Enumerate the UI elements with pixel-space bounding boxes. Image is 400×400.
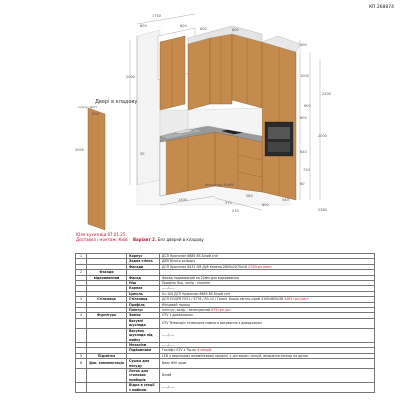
project-code: КП 268874 (368, 5, 394, 10)
spec-cell-sub (127, 328, 160, 342)
spec-text-sub: Механізм (129, 342, 147, 347)
door-material-label: корпус ДСП (78, 105, 97, 109)
spec-cell-sub (127, 368, 160, 382)
dim-720: 720 (303, 168, 310, 172)
variant-label: Варіант 2. (133, 237, 157, 242)
spec-text-num: 4 (79, 313, 83, 318)
spec-text-val: GTV з доводчиком (162, 313, 193, 318)
spec-text-sub: Висувна шухляда під мийку (129, 328, 153, 342)
spec-cell-val (160, 328, 375, 342)
order-note (76, 232, 127, 242)
spec-text-num: 1 (79, 254, 83, 258)
spec-text-sub: Профіль (129, 302, 145, 307)
spec-text-val: H=100 ДСП Кронспан 8685 BS Білий сніг (162, 291, 231, 296)
spec-cell-cat (87, 368, 127, 382)
spec-text-sub: Цоколь (129, 291, 143, 296)
spec-cell-val (160, 318, 375, 328)
spec-row (76, 368, 375, 382)
dim-800-b: 800 (232, 28, 239, 32)
dim-800-c: 800 (262, 203, 269, 207)
spec-text-val: -----/----- (162, 342, 175, 347)
dim-30: 30 (140, 152, 145, 156)
spec-text-cat: Підсвітка (97, 353, 116, 358)
spec-text-val: Nexy 600 хром (162, 361, 187, 366)
spec-cell-cat (87, 383, 127, 393)
spec-text-sub: Лоток для столових приборів (129, 368, 149, 382)
spec-text-val: плінтус, колір - зеленуватий (162, 308, 212, 313)
dim-840: 840 (300, 150, 307, 154)
spec-row (76, 383, 375, 393)
dim-600-b: 600 (180, 24, 187, 28)
spec-text-val: ДВП білого кольору (162, 259, 196, 264)
spec-text-sub: Сушка для посуду (129, 359, 150, 368)
spec-cell-num (76, 383, 87, 393)
spec-cell-val (160, 368, 375, 382)
spec-text-val: Фасад подовжений на 20мм для відкривання (162, 275, 239, 280)
tall-column (262, 36, 300, 200)
spec-text-val: Білий (162, 373, 172, 378)
dim-280: 280 (246, 194, 253, 198)
spec-row (76, 328, 375, 342)
spec-text-sub: Висувні шухляди (129, 318, 146, 328)
spec-text-cat: Доп. комплектація (89, 361, 124, 366)
spec-text-sub: Відра в секції з мийкою (129, 383, 155, 392)
dim-2380: 2380 (318, 208, 327, 212)
top-cabinet-right (232, 34, 262, 108)
spec-text-val: Кінцевий торець (162, 302, 191, 307)
spec-text-sub: Стільниця (129, 297, 148, 302)
spec-cell-num (76, 328, 87, 342)
spec-text-cat: Стільниця (97, 297, 116, 302)
door-title: Двері в кладову (95, 99, 138, 105)
spec-cell-num (76, 368, 87, 382)
dim-600-d: 600 (300, 116, 307, 120)
order-note-line2: Доставка і монтаж: Київ (76, 237, 128, 242)
order-note-line1: Юля кухня від 07.01.25 (76, 232, 126, 237)
spec-table (75, 253, 375, 393)
dim-210: 210 (232, 209, 239, 213)
spec-text-cat: Фурнітура (96, 313, 117, 318)
spec-cell-sub (127, 318, 160, 328)
spec-text-val: LED у верхньому алюмінієвому профілі, у дні верхн. секцій, вмикання сенсор на дотик (162, 353, 309, 358)
door-width-dim: 800 (92, 112, 99, 116)
top-cabinet-front-a (188, 38, 210, 110)
dim-800-a: 800 (200, 27, 207, 31)
spec-text-sub: Плінтус (129, 308, 144, 313)
spec-cell-cat (87, 359, 127, 369)
dim-1000: 1000 (300, 74, 309, 78)
dim-60: 60 (300, 182, 305, 186)
spec-price: 2745грн./лист (247, 264, 272, 269)
spec-text-val: -----/----- (162, 286, 175, 291)
spec-price: 879 грн./шт. (211, 308, 232, 313)
spec-text-num: 5 (79, 353, 83, 358)
spec-text-cat: відкриванням (93, 275, 120, 280)
spec-cell-cat (87, 318, 127, 328)
spec-row (76, 359, 375, 369)
spec-cell-val (160, 383, 375, 393)
spec-cell-sub (127, 359, 160, 369)
spec-text-sub: Фасади (129, 264, 144, 269)
spec-price: 9 секцій (197, 348, 212, 353)
dim-400: 400 (300, 43, 307, 47)
dim-1300: 1300 (178, 198, 187, 202)
dim-2000-a: 2000 (126, 75, 135, 79)
spec-text-val: Газліфт GTV з Tip-on (162, 348, 198, 353)
spec-text-sub: Підйомники (129, 348, 152, 353)
dim-2000-b: 2000 (318, 134, 327, 138)
spec-text-val: ДСП Кронспан 8685 BS Білий сніг (162, 254, 219, 258)
spec-text-sub: Карниз (129, 286, 143, 291)
spec-text-val: -----/----- (162, 385, 175, 390)
spec-text-num: 3 (79, 297, 83, 302)
spec-cell-num (76, 318, 87, 328)
spec-text-num: 6 (79, 361, 83, 366)
dim-total-width: 1750 (152, 14, 161, 18)
spec-cell-num (76, 359, 87, 369)
spec-text-cat: Фасади (99, 270, 114, 275)
spec-text-val: -----/----- (162, 333, 175, 338)
spec-text-val: ДСП EGGER F031 / ST76 / R3-10 / Граніт Кашіо світло-сірий 4100х600х38 (162, 297, 285, 302)
dim-600-c: 600 (304, 104, 311, 108)
spec-text-sub: Ніш (129, 281, 137, 286)
top-cabinet-left (160, 36, 185, 110)
spec-cell-sub (127, 383, 160, 393)
variant-note (133, 237, 204, 242)
spec-text-sub: Фасад (129, 275, 141, 280)
filler-label: Фільонка 30x60 (205, 183, 235, 187)
top-cabinet-corner (210, 32, 232, 104)
door-panel (88, 108, 105, 230)
dim-2400: 2400 (322, 92, 331, 96)
dim-570: 570 (225, 201, 232, 205)
dim-540: 540 (282, 198, 289, 202)
spec-price: 5483 грн./лист (284, 297, 309, 302)
spec-text-num: 2 (79, 270, 83, 275)
dim-600-a: 600 (140, 24, 147, 28)
spec-text-sub: Корпус (129, 254, 143, 258)
spec-cell-val (160, 359, 375, 369)
door-height-dim: 2000 (75, 148, 84, 152)
spec-text-sub: Задня стінка (129, 259, 153, 264)
spec-row (76, 318, 375, 328)
spec-text-val: GTV Telescopic телескопи повного висування з доводчиком (162, 321, 262, 326)
variant-text: Без дверей в кладову (156, 237, 204, 242)
spec-text-val: Профіль Ніш, колір - ніколен (162, 281, 211, 286)
spec-text-sub: Завіси (129, 313, 141, 318)
spec-text-val: ДСП Кронспан 8431 SM Дуб Копено 2800х2070х18 (162, 264, 248, 269)
spec-cell-cat (87, 328, 127, 342)
